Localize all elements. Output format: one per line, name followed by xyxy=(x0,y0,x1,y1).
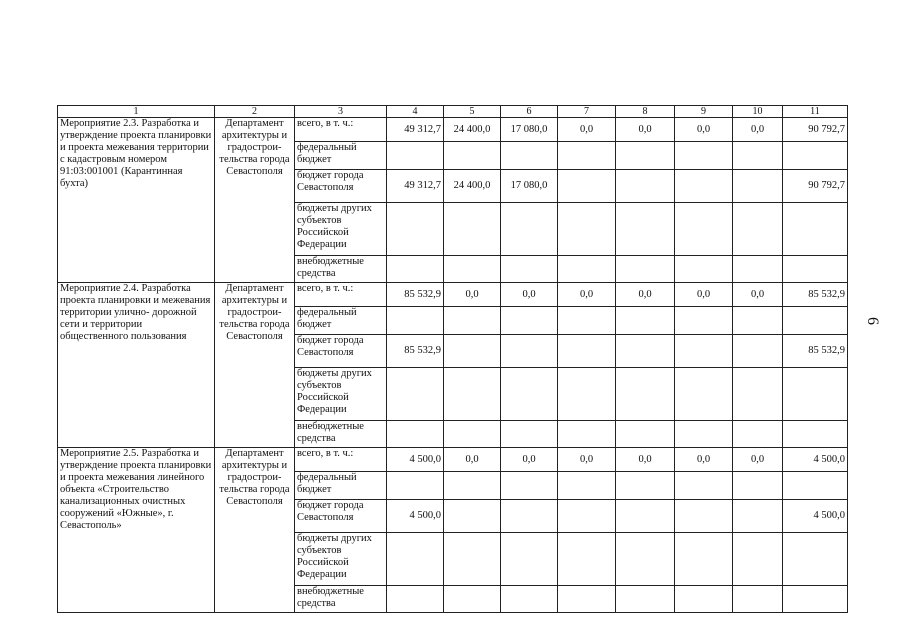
amount-cell xyxy=(558,421,616,448)
amount-cell xyxy=(444,256,501,283)
funding-source: федеральный бюджет xyxy=(295,472,387,500)
funding-source: бюджеты других субъектов Российской Федерации xyxy=(295,203,387,256)
amount-cell xyxy=(675,533,733,586)
amount-cell: 85 532,9 xyxy=(783,283,848,307)
amount-cell xyxy=(783,142,848,170)
amount-cell xyxy=(558,533,616,586)
amount-cell xyxy=(616,203,675,256)
funding-source: внебюджетные средства xyxy=(295,586,387,613)
amount-cell xyxy=(444,500,501,533)
amount-cell xyxy=(501,307,558,335)
amount-cell xyxy=(783,307,848,335)
funding-source: федеральный бюджет xyxy=(295,307,387,335)
header-cell: 5 xyxy=(444,106,501,118)
header-cell: 10 xyxy=(733,106,783,118)
amount-cell: 49 312,7 xyxy=(387,118,444,142)
amount-cell: 0,0 xyxy=(501,283,558,307)
amount-cell xyxy=(558,203,616,256)
measure-title: Мероприятие 2.5. Разработка и утверждение проекта планировки и проекта межевания линейного объекта «Строительство канализационных очистных сооружений «Южные», г. Севастополь» xyxy=(58,448,215,613)
amount-cell xyxy=(783,256,848,283)
header-cell: 11 xyxy=(783,106,848,118)
amount-cell: 85 532,9 xyxy=(387,335,444,368)
amount-cell xyxy=(444,472,501,500)
header-row xyxy=(58,106,848,118)
amount-cell xyxy=(733,307,783,335)
amount-cell: 90 792,7 xyxy=(783,170,848,203)
amount-cell xyxy=(783,368,848,421)
amount-cell: 0,0 xyxy=(733,283,783,307)
amount-cell xyxy=(501,500,558,533)
amount-cell xyxy=(501,586,558,613)
amount-cell: 0,0 xyxy=(444,448,501,472)
amount-cell xyxy=(444,586,501,613)
page-number: 6 xyxy=(864,317,881,325)
amount-cell xyxy=(783,586,848,613)
amount-cell xyxy=(733,368,783,421)
header-cell: 3 xyxy=(295,106,387,118)
amount-cell xyxy=(733,500,783,533)
amount-cell xyxy=(444,335,501,368)
funding-source: всего, в т. ч.: xyxy=(295,283,387,307)
amount-cell xyxy=(733,203,783,256)
table-row xyxy=(58,283,848,307)
amount-cell xyxy=(387,533,444,586)
amount-cell xyxy=(616,421,675,448)
amount-cell xyxy=(501,142,558,170)
amount-cell xyxy=(675,256,733,283)
amount-cell xyxy=(558,142,616,170)
amount-cell xyxy=(675,335,733,368)
amount-cell xyxy=(675,203,733,256)
funding-source: всего, в т. ч.: xyxy=(295,448,387,472)
amount-cell: 0,0 xyxy=(675,448,733,472)
amount-cell xyxy=(444,533,501,586)
amount-cell xyxy=(501,335,558,368)
amount-cell: 0,0 xyxy=(558,448,616,472)
amount-cell: 0,0 xyxy=(675,118,733,142)
amount-cell xyxy=(733,533,783,586)
responsible-department: Департамент архитектуры и градострои- тельства города Севастополя xyxy=(215,283,295,448)
amount-cell xyxy=(444,142,501,170)
amount-cell xyxy=(501,421,558,448)
responsible-department: Департамент архитектуры и градострои- тельства города Севастополя xyxy=(215,448,295,613)
amount-cell xyxy=(733,421,783,448)
amount-cell xyxy=(733,472,783,500)
amount-cell xyxy=(616,307,675,335)
funding-source: всего, в т. ч.: xyxy=(295,118,387,142)
measure-title: Мероприятие 2.4. Разработка проекта планировки и межевания территории улично- дорожной сети и территории общественного пользования xyxy=(58,283,215,448)
amount-cell xyxy=(675,472,733,500)
amount-cell xyxy=(387,421,444,448)
amount-cell xyxy=(675,421,733,448)
amount-cell xyxy=(387,203,444,256)
amount-cell xyxy=(558,500,616,533)
amount-cell: 0,0 xyxy=(733,118,783,142)
amount-cell xyxy=(444,421,501,448)
funding-source: федеральный бюджет xyxy=(295,142,387,170)
amount-cell: 85 532,9 xyxy=(783,335,848,368)
header-cell: 4 xyxy=(387,106,444,118)
amount-cell xyxy=(783,203,848,256)
funding-source: бюджет города Севастополя xyxy=(295,170,387,203)
amount-cell xyxy=(616,368,675,421)
amount-cell: 90 792,7 xyxy=(783,118,848,142)
amount-cell: 0,0 xyxy=(616,118,675,142)
amount-cell xyxy=(501,533,558,586)
amount-cell xyxy=(444,368,501,421)
funding-source: бюджеты других субъектов Российской Федерации xyxy=(295,533,387,586)
amount-cell xyxy=(675,142,733,170)
amount-cell xyxy=(616,170,675,203)
amount-cell xyxy=(733,142,783,170)
amount-cell xyxy=(558,256,616,283)
amount-cell: 0,0 xyxy=(558,283,616,307)
amount-cell: 49 312,7 xyxy=(387,170,444,203)
amount-cell xyxy=(733,170,783,203)
header-cell: 9 xyxy=(675,106,733,118)
amount-cell xyxy=(783,421,848,448)
table-row xyxy=(58,448,848,472)
amount-cell xyxy=(501,203,558,256)
amount-cell xyxy=(387,256,444,283)
amount-cell xyxy=(616,256,675,283)
table-row xyxy=(58,118,848,142)
amount-cell: 0,0 xyxy=(733,448,783,472)
amount-cell xyxy=(558,472,616,500)
header-cell: 8 xyxy=(616,106,675,118)
funding-source: внебюджетные средства xyxy=(295,256,387,283)
responsible-department: Департамент архитектуры и градострои- тельства города Севастополя xyxy=(215,118,295,283)
amount-cell xyxy=(616,472,675,500)
amount-cell xyxy=(675,586,733,613)
amount-cell xyxy=(675,368,733,421)
amount-cell: 0,0 xyxy=(444,283,501,307)
amount-cell xyxy=(783,472,848,500)
amount-cell xyxy=(558,335,616,368)
header-cell: 7 xyxy=(558,106,616,118)
amount-cell xyxy=(783,533,848,586)
amount-cell xyxy=(675,500,733,533)
amount-cell xyxy=(616,500,675,533)
amount-cell: 0,0 xyxy=(616,283,675,307)
amount-cell xyxy=(733,586,783,613)
amount-cell: 0,0 xyxy=(616,448,675,472)
amount-cell xyxy=(558,170,616,203)
header-cell: 1 xyxy=(58,106,215,118)
header-cell: 2 xyxy=(215,106,295,118)
amount-cell xyxy=(501,368,558,421)
budget-table xyxy=(57,105,848,613)
amount-cell xyxy=(558,586,616,613)
funding-source: бюджет города Севастополя xyxy=(295,500,387,533)
amount-cell xyxy=(558,307,616,335)
funding-source: внебюджетные средства xyxy=(295,421,387,448)
funding-source: бюджеты других субъектов Российской Федерации xyxy=(295,368,387,421)
amount-cell xyxy=(444,203,501,256)
measure-title: Мероприятие 2.3. Разработка и утверждение проекта планировки и проекта межевания территории с кадастровым номером 91:03:001001 (Карантинная бухта) xyxy=(58,118,215,283)
header-cell: 6 xyxy=(501,106,558,118)
funding-source: бюджет города Севастополя xyxy=(295,335,387,368)
amount-cell xyxy=(387,142,444,170)
amount-cell: 4 500,0 xyxy=(783,448,848,472)
amount-cell: 4 500,0 xyxy=(783,500,848,533)
amount-cell xyxy=(675,307,733,335)
amount-cell: 17 080,0 xyxy=(501,170,558,203)
amount-cell xyxy=(387,368,444,421)
amount-cell xyxy=(675,170,733,203)
amount-cell xyxy=(387,307,444,335)
amount-cell xyxy=(501,256,558,283)
amount-cell xyxy=(616,335,675,368)
amount-cell xyxy=(616,586,675,613)
amount-cell xyxy=(733,335,783,368)
amount-cell: 4 500,0 xyxy=(387,448,444,472)
amount-cell: 0,0 xyxy=(558,118,616,142)
amount-cell: 24 400,0 xyxy=(444,118,501,142)
amount-cell xyxy=(387,586,444,613)
amount-cell: 85 532,9 xyxy=(387,283,444,307)
amount-cell xyxy=(733,256,783,283)
amount-cell: 24 400,0 xyxy=(444,170,501,203)
amount-cell xyxy=(444,307,501,335)
amount-cell: 0,0 xyxy=(675,283,733,307)
amount-cell xyxy=(558,368,616,421)
amount-cell xyxy=(616,142,675,170)
amount-cell: 4 500,0 xyxy=(387,500,444,533)
amount-cell xyxy=(616,533,675,586)
amount-cell xyxy=(501,472,558,500)
amount-cell xyxy=(387,472,444,500)
amount-cell: 17 080,0 xyxy=(501,118,558,142)
amount-cell: 0,0 xyxy=(501,448,558,472)
